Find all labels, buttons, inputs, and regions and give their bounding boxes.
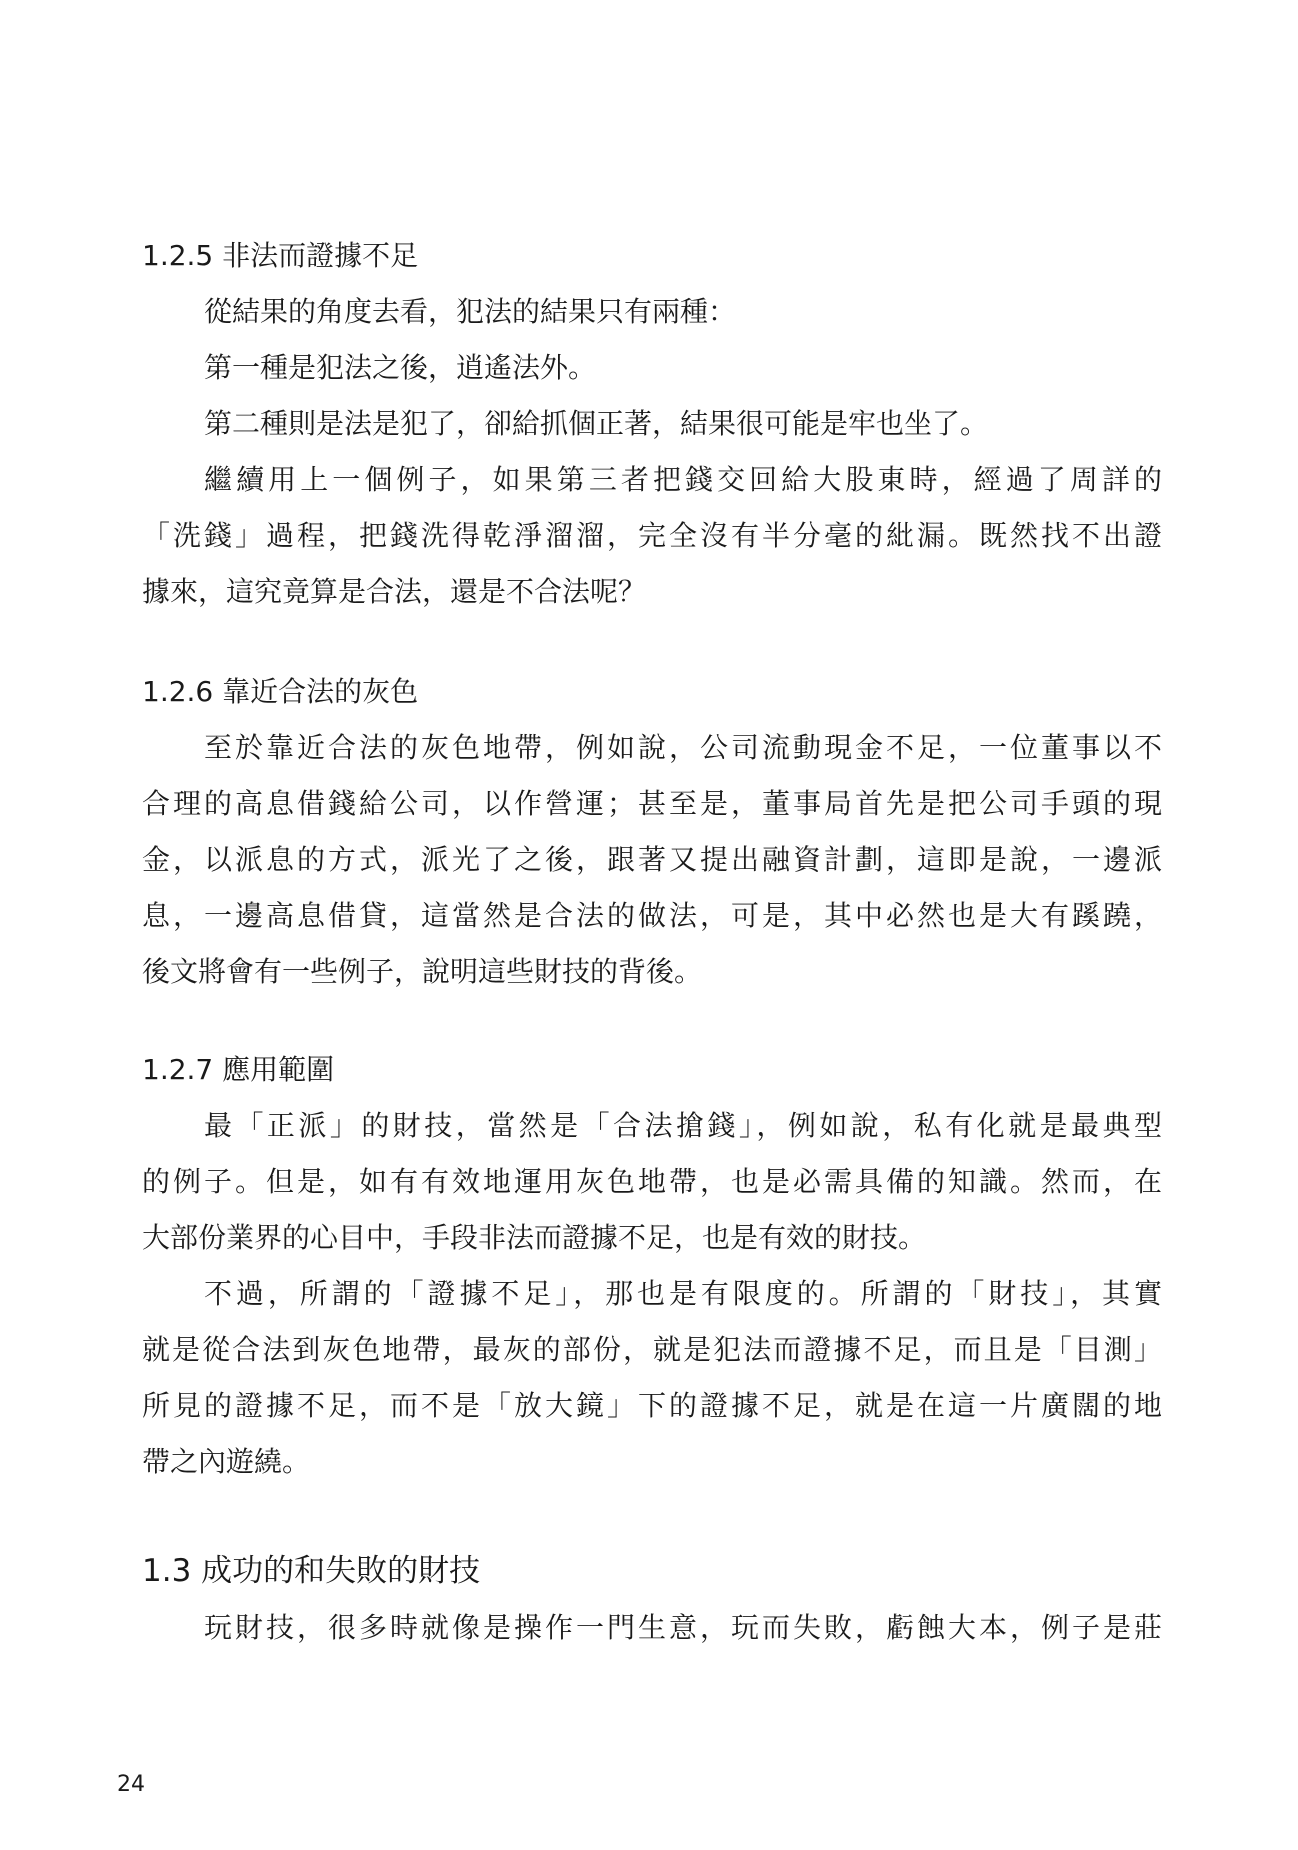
section-heading: 1.2.5 非法而證據不足 xyxy=(142,239,419,272)
paragraph-line: 「洗錢」過程，把錢洗得乾淨溜溜，完全沒有半分毫的紕漏。既然找不出證 xyxy=(142,519,1162,552)
paragraph-line: 至於靠近合法的灰色地帶，例如說，公司流動現金不足，一位董事以不 xyxy=(204,731,1162,764)
section-heading: 1.2.7 應用範圍 xyxy=(142,1053,335,1086)
section-spacer xyxy=(142,620,1162,664)
paragraph-line: 就是從合法到灰色地帶，最灰的部份，就是犯法而證據不足，而且是「目測」 xyxy=(142,1333,1162,1366)
chapter-heading: 1.3 成功的和失敗的財技 xyxy=(142,1553,481,1589)
paragraph-line: 息，一邊高息借貸，這當然是合法的做法，可是，其中必然也是大有蹊蹺， xyxy=(142,899,1162,932)
section-1-3 xyxy=(142,1542,1162,1656)
paragraph-line: 從結果的角度去看，犯法的結果只有兩種： xyxy=(204,295,737,328)
section-1-2-6 xyxy=(142,664,1162,1000)
paragraph-line: 大部份業界的心目中，手段非法而證據不足，也是有效的財技。 xyxy=(142,1221,927,1254)
paragraph-line: 玩財技，很多時就像是操作一門生意，玩而失敗，虧蝕大本，例子是莊 xyxy=(204,1611,1162,1644)
paragraph-line: 繼續用上一個例子，如果第三者把錢交回給大股東時，經過了周詳的 xyxy=(204,463,1162,496)
paragraph-line: 不過，所謂的「證據不足」，那也是有限度的。所謂的「財技」，其實 xyxy=(204,1277,1162,1310)
section-spacer xyxy=(142,1490,1162,1542)
page-content xyxy=(142,228,1162,1656)
paragraph-line: 第一種是犯法之後，逍遙法外。 xyxy=(204,351,597,384)
paragraph-line: 的例子。但是，如有有效地運用灰色地帶，也是必需具備的知識。然而，在 xyxy=(142,1165,1162,1198)
paragraph-line: 後文將會有一些例子，說明這些財技的背後。 xyxy=(142,955,703,988)
section-1-2-7 xyxy=(142,1042,1162,1490)
section-1-2-5 xyxy=(142,228,1162,620)
paragraph-line: 金，以派息的方式，派光了之後，跟著又提出融資計劃，這即是說，一邊派 xyxy=(142,843,1162,876)
section-heading: 1.2.6 靠近合法的灰色 xyxy=(142,675,419,708)
page-number: 24 xyxy=(117,1772,145,1797)
paragraph-line: 所見的證據不足，而不是「放大鏡」下的證據不足，就是在這一片廣闊的地 xyxy=(142,1389,1162,1422)
paragraph-line: 合理的高息借錢給公司，以作營運；甚至是，董事局首先是把公司手頭的現 xyxy=(142,787,1162,820)
section-spacer xyxy=(142,1000,1162,1042)
paragraph-line: 第二種則是法是犯了，卻給抓個正著，結果很可能是牢也坐了。 xyxy=(204,407,989,440)
paragraph-line: 帶之內遊繞。 xyxy=(142,1445,311,1478)
paragraph-line: 最「正派」的財技，當然是「合法搶錢」，例如說，私有化就是最典型 xyxy=(204,1109,1162,1142)
paragraph-line: 據來，這究竟算是合法，還是不合法呢？ xyxy=(142,575,647,608)
